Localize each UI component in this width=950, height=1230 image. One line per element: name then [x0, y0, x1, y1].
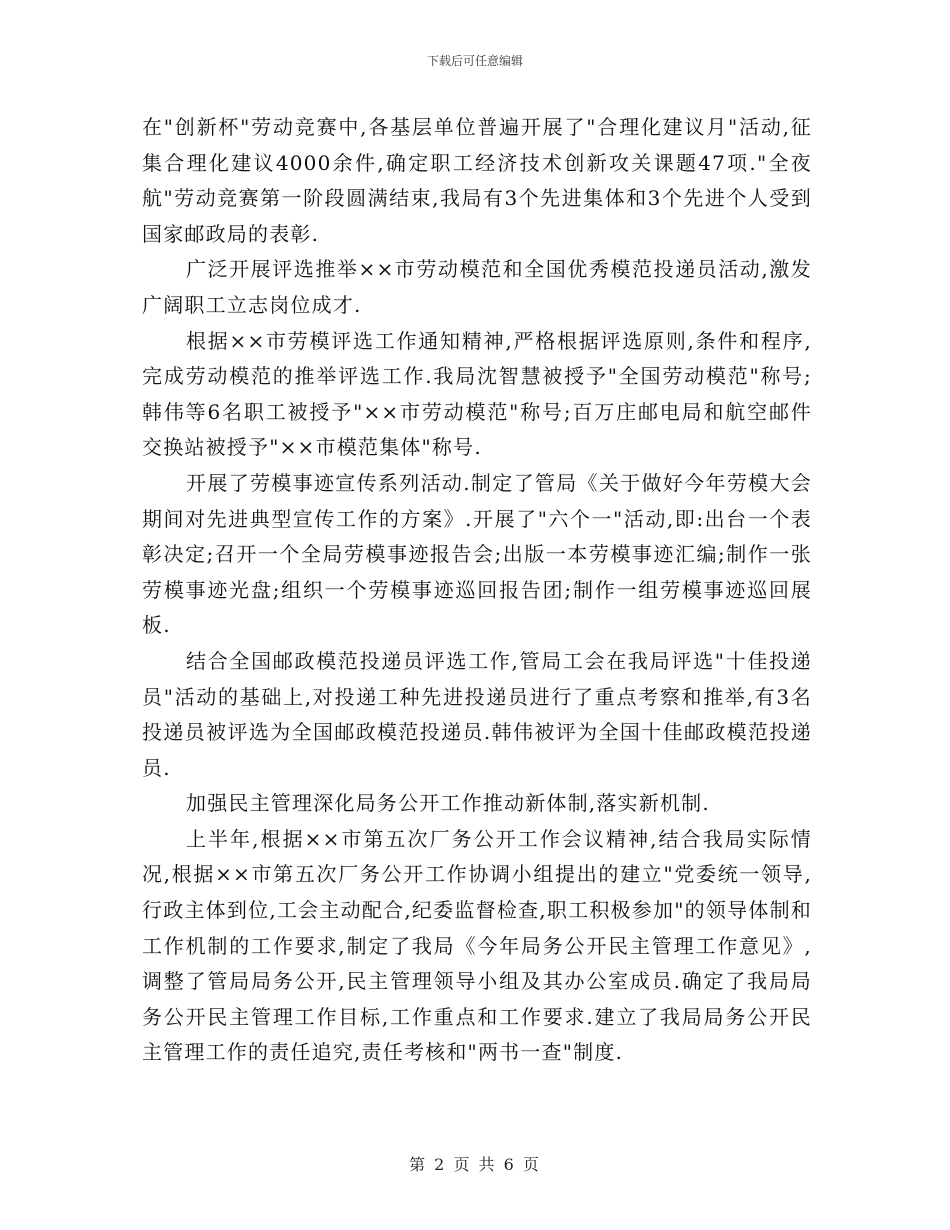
page-number-footer [0, 1152, 950, 1175]
page-header: 下载后可任意编辑 [426, 54, 523, 68]
paragraph-publicity-activities: 开展了劳模事迹宣传系列活动.制定了管局《关于做好今年劳模大会期间对先进典型宣传工作的方案》.开展了"六个一"活动,即:出台一个表彰决定;召开一个全局劳模事迹报告会;出版一本劳模事迹汇编;制作一张劳模事迹光盘;组织一个劳模事迹巡回报告团;制作一组劳模事迹巡回展板. [142, 470, 812, 638]
paragraph-model-selection-results: 根据××市劳模评选工作通知精神,严格根据评选原则,条件和程序,完成劳动模范的推举评选工作.我局沈智慧被授予"全国劳动模范"称号;韩伟等6名职工被授予"××市劳动模范"称号;百万庄邮电局和航空邮件交换站被授予"××市模范集体"称号. [142, 328, 812, 460]
paragraph-democratic-management-details: 上半年,根据××市第五次厂务公开工作会议精神,结合我局实际情况,根据××市第五次厂务公开工作协调小组提出的建立"党委统一领导,行政主体到位,工会主动配合,纪委监督检查,职工积极参加"的领导体制和工作机制的工作要求,制定了我局《今年局务公开民主管理工作意见》,调整了管局局务公开,民主管理领导小组及其办公室成员.确定了我局局务公开民主管理工作目标,工作重点和工作要求.建立了我局局务公开民主管理工作的责任追究,责任考核和"两书一查"制度. [142, 826, 812, 1065]
paragraph-postal-carrier-selection: 结合全国邮政模范投递员评选工作,管局工会在我局评选"十佳投递员"活动的基础上,对投递工种先进投递员进行了重点考察和推举,有3名投递员被评选为全国邮政模范投递员.韩伟被评为全国十佳邮政模范投递员. [142, 648, 812, 780]
page-number-text: 第 2 页 共 6 页 [409, 1155, 541, 1174]
paragraph-labor-competition: 在"创新杯"劳动竞赛中,各基层单位普遍开展了"合理化建议月"活动,征集合理化建议4000余件,确定职工经济技术创新攻关课题47项."全夜航"劳动竞赛第一阶段圆满结束,我局有3个先进集体和3个先进个人受到国家邮政局的表彰. [142, 115, 812, 246]
paragraph-model-selection-intro: 广泛开展评选推举××市劳动模范和全国优秀模范投递员活动,激发广阔职工立志岗位成才. [142, 257, 812, 317]
document-body [142, 110, 812, 1071]
paragraph-democratic-management-heading: 加强民主管理深化局务公开工作推动新体制,落实新机制. [186, 791, 710, 816]
